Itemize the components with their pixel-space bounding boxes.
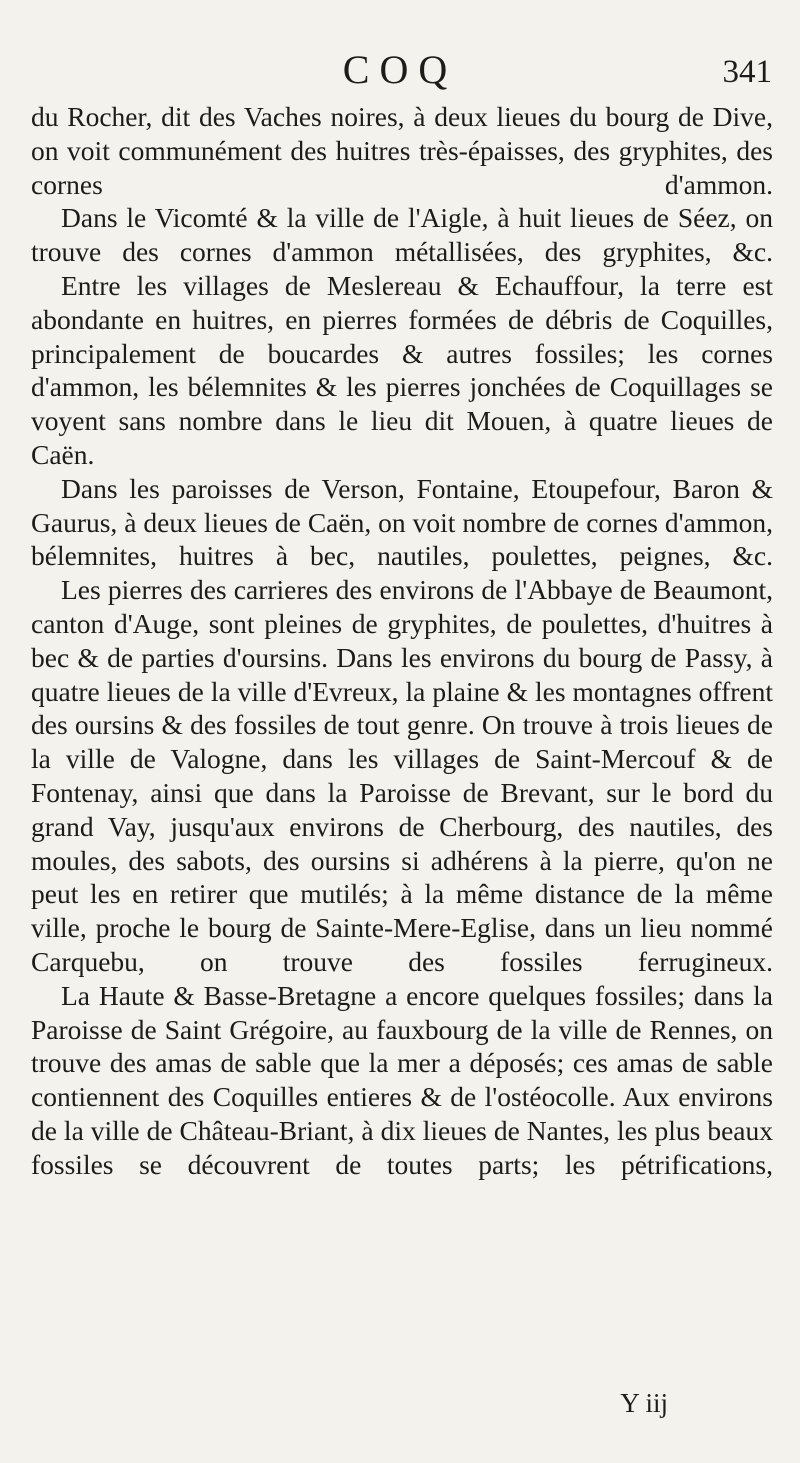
running-title: COQ (342, 47, 458, 92)
paragraph-beaumont: Les pierres des carrieres des environs de l'Abbaye de Beaumont, canton d'Auge, sont pleines de gryphites, de poulettes, d'huitres à bec & de parties d'oursins. Dans les environs du bourg de Passy, à quatre lieues de la ville d'Evreux, la plaine & les montagnes offrent des oursins & des fossiles de tout genre. On trouve à trois lieues de la ville de Valogne, dans les villages de Saint-Mercouf & de Fontenay, ainsi que dans la Paroisse de Brevant, sur le bord du grand Vay, jusqu'aux environs de Cherbourg, des nautiles, des moules, des sabots, des oursins si adhérens à la pierre, qu'on ne peut les en retirer que mutilés; à la même distance de la même ville, proche le bourg de Sainte-Mere-Eglise, dans un lieu nommé Carquebu, on trouve des fossiles ferrugineux. (31, 574, 773, 977)
paragraph-meslereau: Entre les villages de Meslereau & Echauffour, la terre est abondante en huitres, en pierres formées de débris de Coquilles, principalement de boucardes & autres fossiles; les cornes d'ammon, les bélemnites & les pierres jonchées de Coquillages se voyent sans nombre dans le lieu dit Mouen, à quatre lieues de Caën. (31, 269, 773, 470)
page-number: 341 (722, 54, 772, 90)
signature-mark (0, 1384, 800, 1424)
paragraph-bretagne: La Haute & Basse-Bretagne a encore quelques fossiles; dans la Paroisse de Saint Grégoire, au fauxbourg de la ville de Rennes, on trouve des amas de sable que la mer a déposés; ces amas de sable contiennent des Coquilles entieres & de l'ostéocolle. Aux environs de la ville de Château-Briant, à dix lieues de Nantes, les plus beaux fossiles se découvrent de toutes parts; les pétrifications, (31, 979, 773, 1180)
signature-text: Y iij (620, 1388, 668, 1418)
paragraph-aigle: Dans le Vicomté & la ville de l'Aigle, à huit lieues de Séez, on trouve des cornes d'ammon métallisées, des gryphites, &c. (31, 202, 773, 268)
body-text (31, 100, 773, 1182)
running-head (0, 44, 800, 96)
paragraph-verson: Dans les paroisses de Verson, Fontaine, Etoupefour, Baron & Gaurus, à deux lieues de Caën, on voit nombre de cornes d'ammon, bélemnites, huitres à bec, nautiles, poulettes, peignes, &c. (31, 472, 773, 572)
paragraph-continuation: du Rocher, dit des Vaches noires, à deux lieues du bourg de Dive, on voit communément des huitres très-épaisses, des gryphites, des cornes d'ammon. (31, 101, 773, 200)
